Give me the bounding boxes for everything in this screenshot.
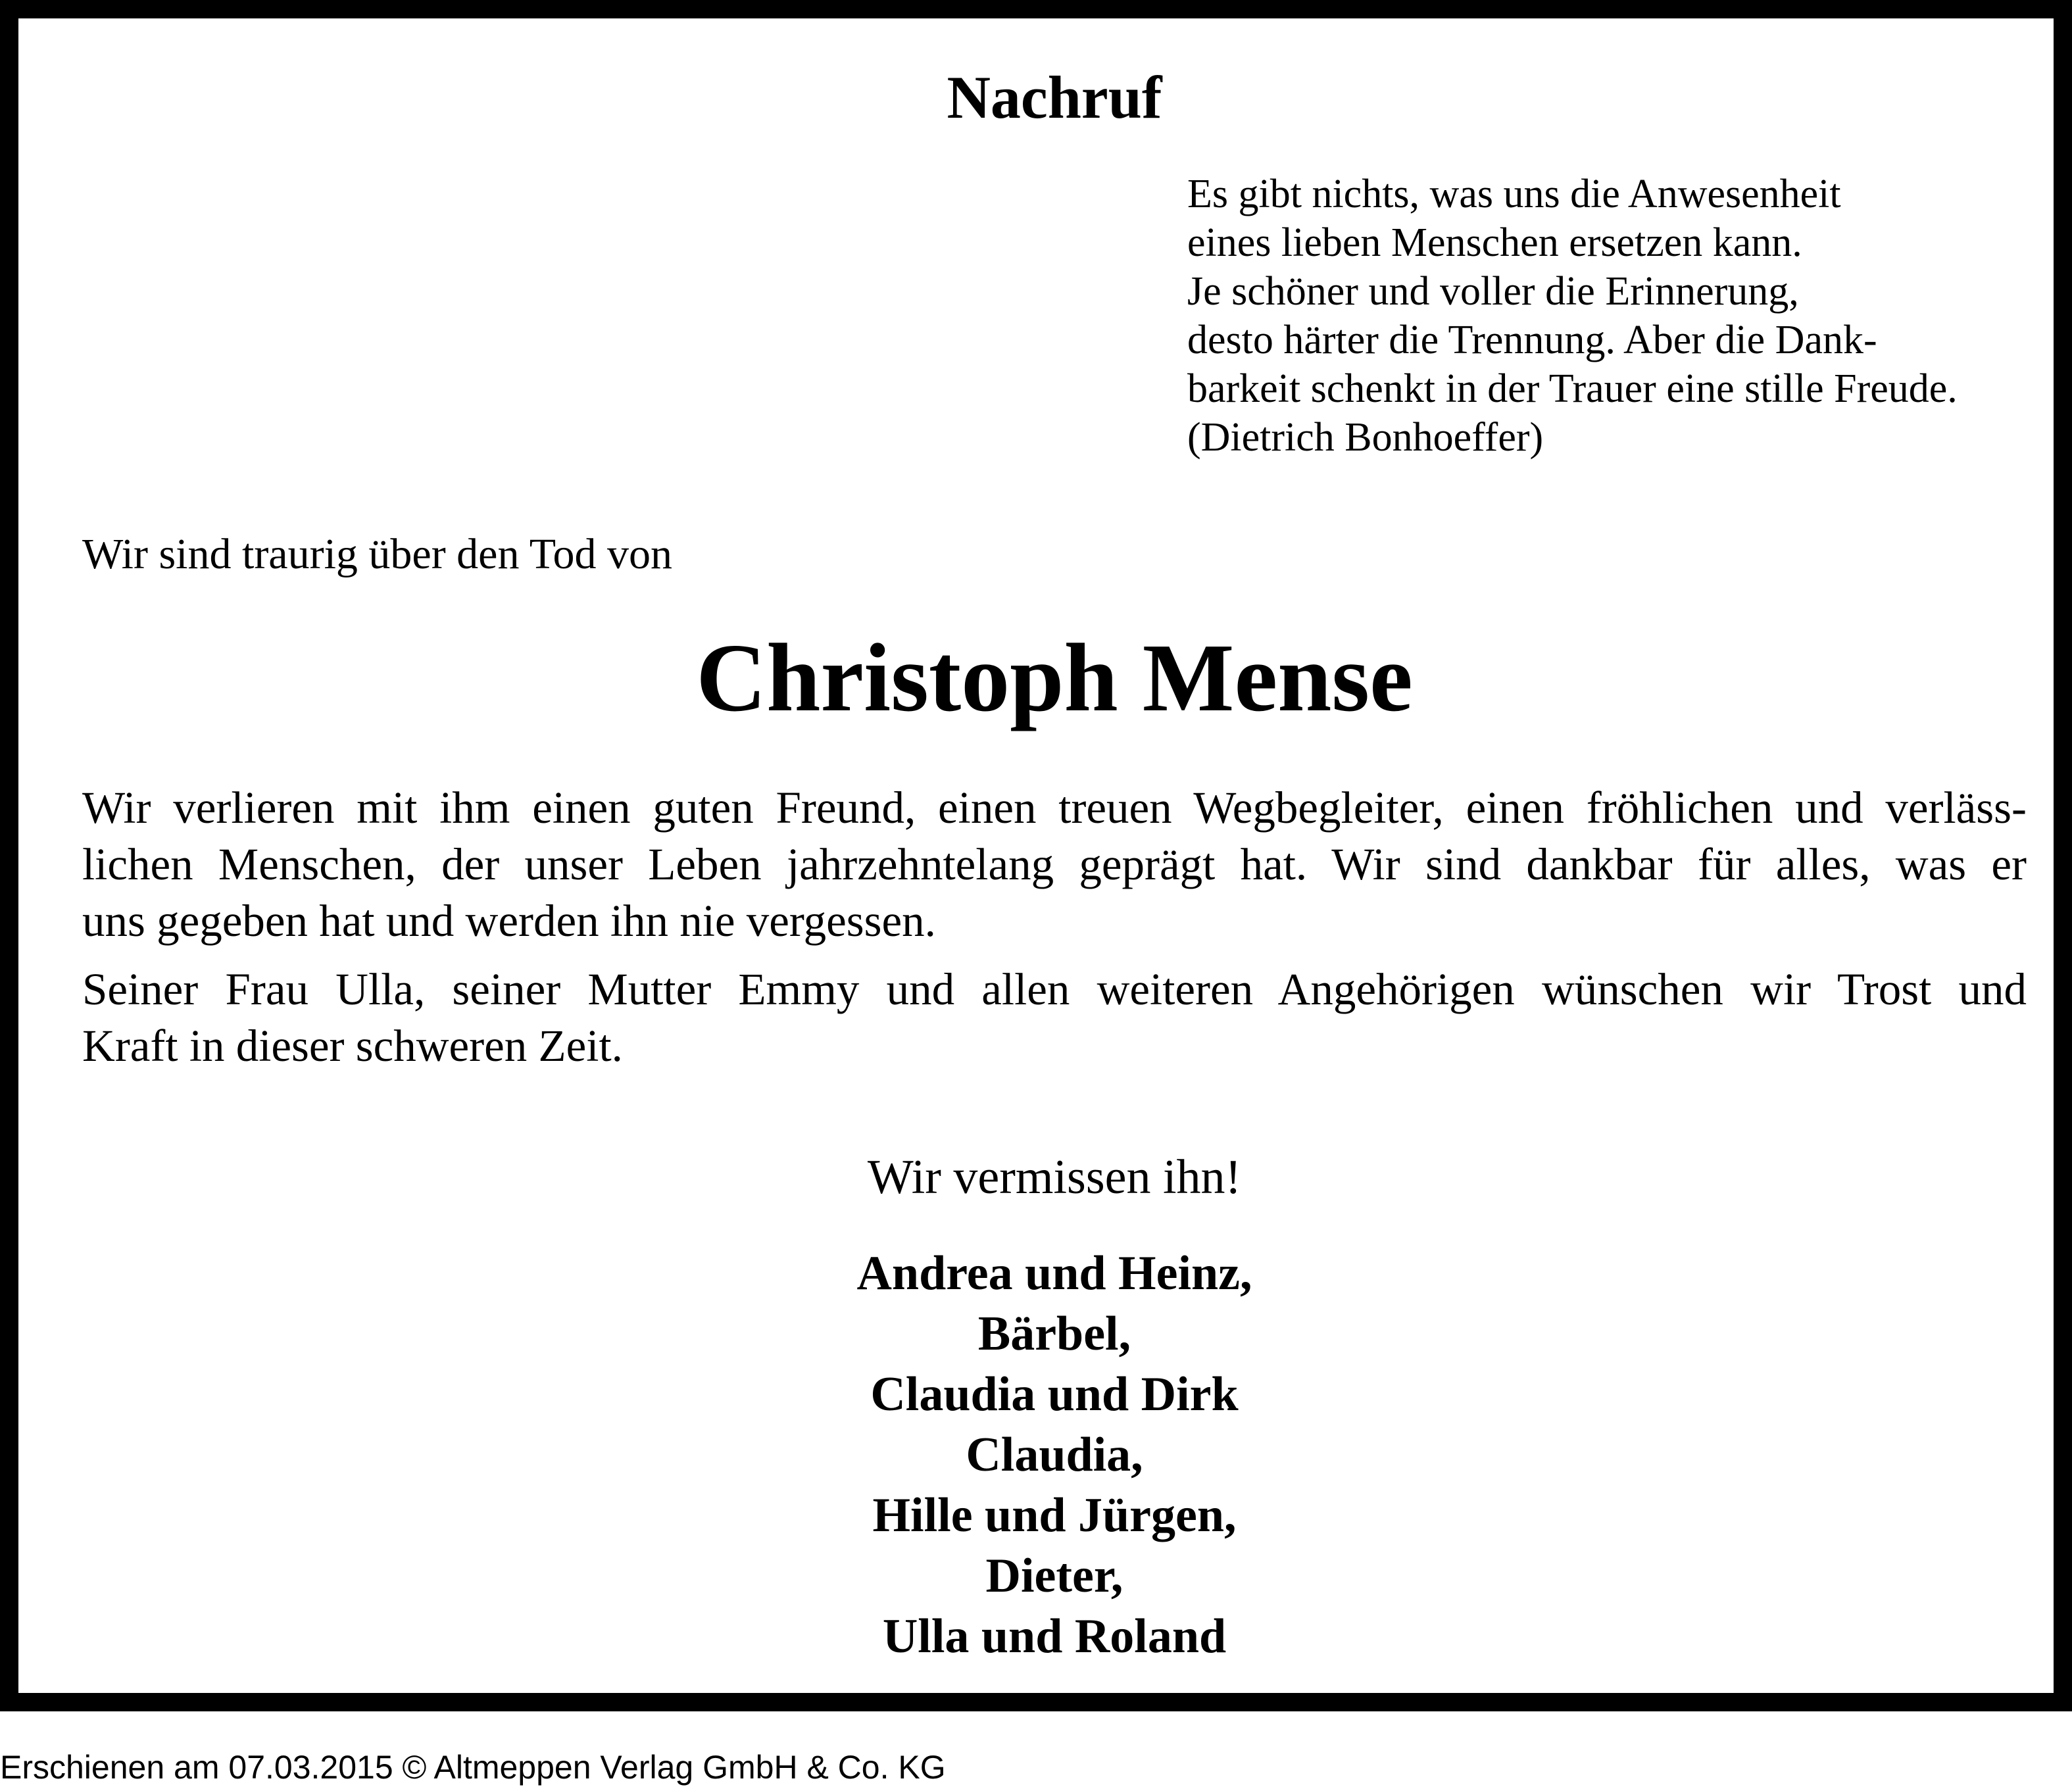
quote-line: desto härter die Trennung. Aber die Dank- [1187, 318, 1877, 362]
tribute-paragraph [82, 779, 2027, 949]
paragraph-line: lichen Menschen, der unser Leben jahrzehntelang geprägt hat. Wir sind dankbar für alles, was er [82, 839, 2027, 889]
paragraph-line: Kraft in dieser schweren Zeit. [82, 1021, 623, 1071]
intro-text: Wir sind traurig über den Tod von [82, 530, 672, 578]
quote-line: eines lieben Menschen ersetzen kann. [1187, 220, 1802, 265]
signer-name: Andrea und Heinz, [856, 1246, 1252, 1300]
condolence-paragraph [82, 961, 2027, 1074]
deceased-name: Christoph Mense [696, 624, 1413, 732]
paragraph-line: Seiner Frau Ulla, seiner Mutter Emmy und allen weiteren Angehörigen wünschen wir Trost und [82, 964, 2027, 1014]
signer-name: Claudia, [966, 1428, 1143, 1482]
signer-name: Claudia und Dirk [870, 1367, 1239, 1421]
paragraph-line: uns gegeben hat und werden ihn nie vergessen. [82, 896, 936, 946]
paragraph-line: Wir verlieren mit ihm einen guten Freund, einen treuen Wegbegleiter, einen fröhlichen und verläss- [82, 783, 2027, 833]
signer-name: Dieter, [985, 1549, 1123, 1603]
quote-attribution: (Dietrich Bonhoeffer) [1187, 415, 1544, 460]
quote-line: Es gibt nichts, was uns die Anwesenheit [1187, 172, 1841, 216]
signer-name: Bärbel, [977, 1307, 1131, 1361]
quote-line: barkeit schenkt in der Trauer eine stille Freude. [1187, 366, 1958, 411]
bonhoeffer-quote [1187, 170, 2042, 462]
closing-line: Wir vermissen ihn! [867, 1150, 1242, 1204]
quote-line: Je schöner und voller die Erinnerung, [1187, 269, 1799, 314]
signer-name: Hille und Jürgen, [872, 1488, 1237, 1542]
notice-title: Nachruf [947, 64, 1162, 131]
publication-footer: Erschienen am 07.03.2015 © Altmeppen Verlag GmbH & Co. KG [0, 1749, 946, 1786]
signers-list [18, 1243, 2072, 1667]
signer-name: Ulla und Roland [882, 1609, 1227, 1663]
